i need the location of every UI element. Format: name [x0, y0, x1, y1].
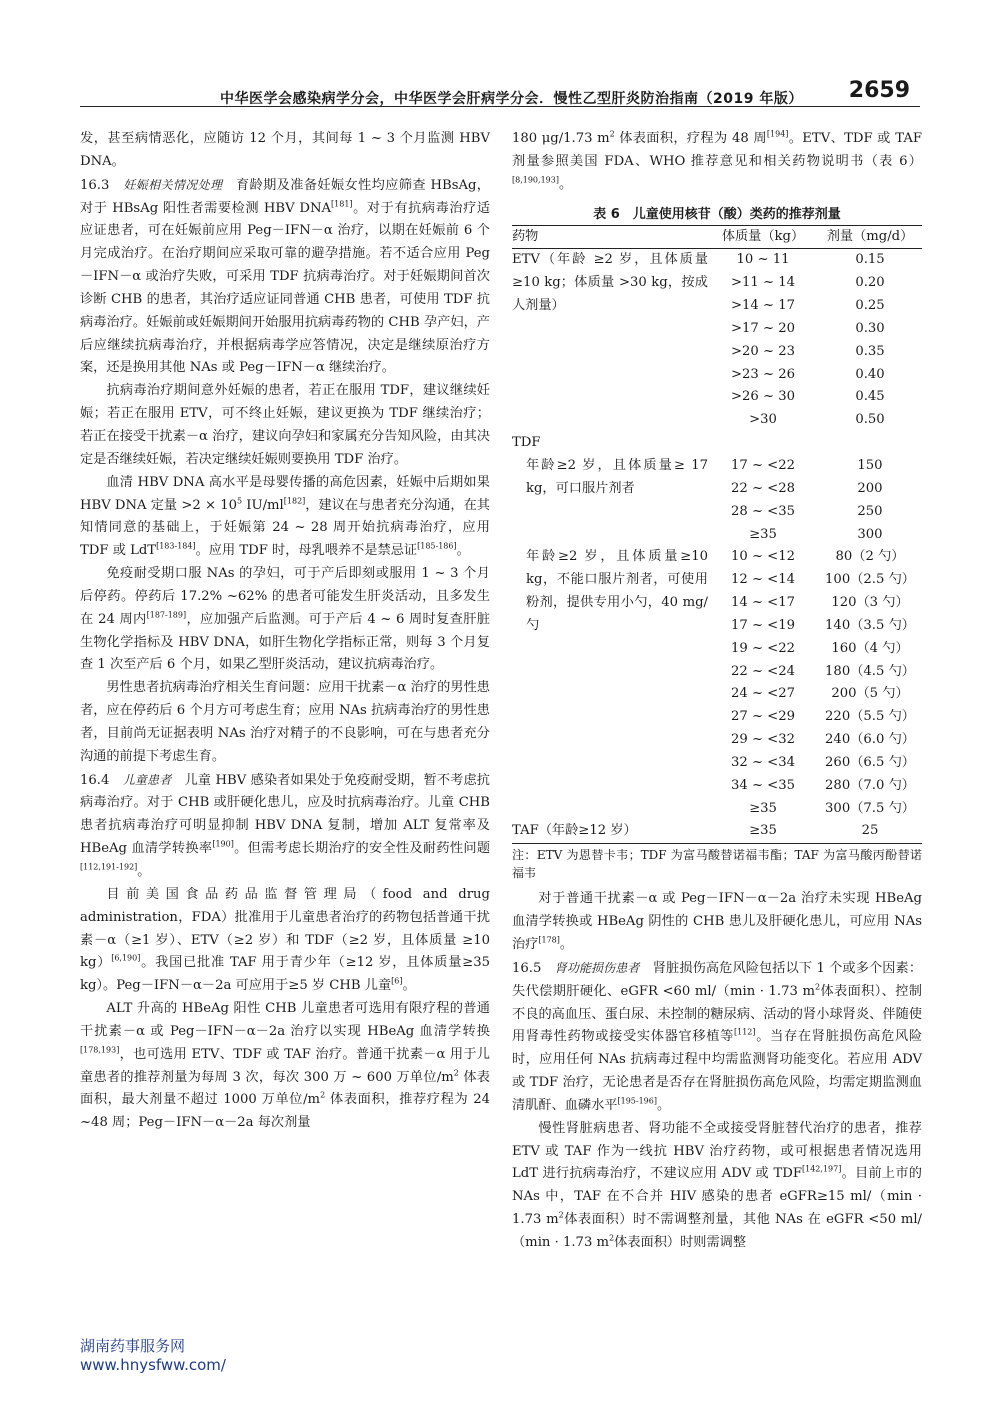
- dose-cell: 140（3.5 勺）: [825, 617, 915, 633]
- header-title: 中华医学会感染病学分会，中华医学会肝病学分会．慢性乙型肝炎防治指南（2019 年版）: [220, 91, 803, 107]
- tdf-powder-label: 年龄≥2 岁，且体质量≥10 kg，不能口服片剂者，可使用粉剂，提供专用小勺，40 mg/勺: [526, 549, 708, 633]
- site-name: 湖南药事服务网: [80, 1337, 186, 1355]
- dosage-table: [512, 205, 922, 883]
- paragraph: 免疫耐受期口服 NAs 的孕妇，可于产后即刻或服用 1 ~ 3 个月后停药。停药后 17.2% ~62% 的患者可能发生肝炎活动，且多发生在 24 周内[187-189]，应加强产后监测。可于产后 4 ~ 6 周时复查肝脏生物化学指标及 HBV DNA，如肝生物化学指标正常，则每 3 个月复查 1 次至产后 6 个月，如果乙型肝炎活动，建议抗病毒治疗。: [80, 566, 490, 673]
- table: [512, 225, 922, 845]
- weight-cell: ≥35: [749, 823, 777, 839]
- weight-cell: >11 ~ 14: [730, 275, 796, 291]
- paragraph: ALT 升高的 HBeAg 阳性 CHB 儿童患者可选用有限疗程的普通干扰素－α 或 Peg－IFN－α－2a 治疗以实现 HBeAg 血清学转换[178,193]，也可选用 ETV、TDF 或 TAF 治疗。普通干扰素－α 用于儿童患者的推荐剂量为每周 3 次，每次 300 万 ~ 600 万单位$/m^2$ 体表面积，最大剂量不超过 1000 万单位$/m^2$ 体表面积，推荐疗程为 24 ~48 周；Peg－IFN－α－2a 每次剂量: [80, 1001, 490, 1131]
- dose-cell: 0.25: [855, 298, 885, 314]
- dose-cell: 250: [857, 503, 883, 519]
- weight-cell: 17 ~ <19: [730, 617, 796, 633]
- table-note: 注：ETV 为恩替卡韦；TDF 为富马酸替诺福韦酯；TAF 为富马酸丙酚替诺福韦: [512, 848, 922, 881]
- section-heading: 儿童患者: [122, 772, 172, 787]
- paragraph: 180 μg/1.73 $m^2$ 体表面积，疗程为 48 周[194]。ETV、TDF 或 TAF 剂量参照美国 FDA、WHO 推荐意见和相关药物说明书（表 6）[8,190,193]。: [512, 129, 922, 192]
- dose-cell: 100（2.5 勺）: [825, 572, 915, 588]
- weight-cell: >17 ~ 20: [730, 320, 796, 336]
- paragraph: 目前美国食品药品监督管理局（food and drug administration，FDA）批准用于儿童患者治疗的药物包括普通干扰素－α（≥1 岁）、ETV（≥2 岁）和 TDF（≥2 岁，且体质量 ≥10 kg）[6,190]。我国已批准 TAF 用于青少年（≥12 岁，且体质量≥35 kg）。Peg－IFN－α－2a 可应用于≥5 岁 CHB 儿童[6]。: [80, 886, 491, 994]
- section-number: 16.3: [80, 177, 110, 193]
- dose-cell: 0.40: [855, 366, 885, 382]
- weight-cell: >20 ~ 23: [730, 343, 796, 359]
- section-number: 16.5: [512, 960, 542, 976]
- section-16-4: 16.4 儿童患者 儿童 HBV 感染者如果处于免疫耐受期，暂不考虑抗病毒治疗。对于 CHB 或肝硬化患儿，应及时抗病毒治疗。儿童 CHB 患者抗病毒治疗可明显抑制 HBV DNA 复制，增加 ALT 复常率及 HBeAg 血清学转换率[190]。但需考虑长期治疗的安全性及耐药性问题[112,191-192]。: [80, 772, 491, 879]
- drug-label-tdf: TDF: [512, 435, 541, 451]
- section-16-5: 16.5 肾功能损伤患者 肾脏损伤高危风险包括以下 1 个或多个因素：失代偿期肝硬化、eGFR <60 ml/（min · 1.73 $m^2$体表面积）、控制不良的高血压、蛋白尿、未控制的糖尿病、活动的肾小球肾炎、伴随使用肾毒性药物或接受实体器官移植等[112]。当存在肾脏损伤高危风险时，应用任何 NAs 抗病毒过程中均需监测肾功能变化。若应用 ADV 或 TDF 治疗，无论患者是否存在肾脏损伤高危风险，均需定期监测血清肌酐、血磷水平[195-196]。: [512, 960, 923, 1113]
- dose-cell: 80（2 勺）: [835, 549, 905, 565]
- paragraph: 男性患者抗病毒治疗相关生育问题：应用干扰素－α 治疗的男性患者，应在停药后 6 个月方可考虑生育；应用 NAs 抗病毒治疗的男性患者，目前尚无证据表明 NAs 治疗对精子的不良影响，可在与患者充分沟通的前提下考虑生育。: [80, 680, 490, 764]
- weight-cell: 22 ~ <28: [730, 480, 796, 496]
- dose-cell: 220（5.5 勺）: [825, 709, 915, 725]
- weight-cell: >23 ~ 26: [730, 366, 796, 382]
- weight-cell: 34 ~ <35: [730, 777, 796, 793]
- weight-cell: 14 ~ <17: [730, 595, 796, 611]
- weight-cell: 27 ~ <29: [730, 709, 796, 725]
- dose-cell: 120（3 勺）: [831, 595, 909, 611]
- watermark-footer: [80, 1337, 226, 1375]
- section-heading: 肾功能损伤患者: [554, 960, 640, 975]
- dose-cell: 0.15: [855, 252, 885, 268]
- paragraph: 对于普通干扰素－α 或 Peg－IFN－α－2a 治疗未实现 HBeAg 血清学转换或 HBeAg 阴性的 CHB 患儿及肝硬化患儿，可应用 NAs 治疗[178]。: [512, 891, 922, 952]
- weight-cell: 17 ~ <22: [730, 457, 796, 473]
- weight-cell: 19 ~ <22: [730, 640, 796, 656]
- weight-cell: ≥35: [749, 800, 777, 816]
- table-row: [512, 455, 922, 478]
- weight-cell: >26 ~ 30: [730, 389, 796, 405]
- citation: [6]: [391, 976, 403, 986]
- citation: [112,191-192]: [80, 862, 138, 872]
- dose-cell: 0.45: [855, 389, 885, 405]
- column-header: 药物: [512, 228, 539, 244]
- weight-cell: 28 ~ <35: [730, 503, 796, 519]
- section-number: 16.4: [80, 772, 110, 788]
- dose-cell: 240（6.0 勺）: [825, 732, 915, 748]
- dose-cell: 200: [857, 480, 883, 496]
- weight-cell: 22 ~ <24: [730, 663, 796, 679]
- dose-cell: 150: [857, 457, 883, 473]
- column-header: 剂量（mg/d）: [826, 228, 914, 244]
- dose-cell: 0.20: [855, 275, 885, 291]
- weight-cell: 10 ~ 11: [736, 252, 790, 268]
- right-column: [512, 128, 922, 1255]
- drug-label-etv: ETV（年龄 ≥2 岁，且体质量 ≥10 kg；体质量 >30 kg，按成人剂量）: [512, 252, 708, 314]
- dose-cell: 260（6.5 勺）: [825, 754, 915, 770]
- citation: [185-186]: [417, 541, 457, 551]
- weight-cell: ≥35: [749, 526, 777, 542]
- dose-cell: 300（7.5 勺）: [825, 800, 915, 816]
- paragraph: 发，甚至病情恶化，应随访 12 个月，其间每 1 ~ 3 个月监测 HBV DNA。: [80, 131, 490, 169]
- dose-cell: 0.30: [855, 320, 885, 336]
- citation: [187-189]: [146, 610, 187, 620]
- citation: [195-196]: [617, 1096, 657, 1106]
- section-heading: 妊娠相关情况处理: [123, 177, 223, 192]
- left-column: [80, 128, 490, 1135]
- table-caption: 表 6 儿童使用核苷（酸）类药的推荐剂量: [593, 206, 841, 222]
- drug-label-taf: TAF（年龄≥12 岁）: [512, 823, 637, 839]
- table-header-row: [512, 225, 922, 249]
- paragraph: 慢性肾脏病患者、肾功能不全或接受肾脏替代治疗的患者，推荐 ETV 或 TAF 作为一线抗 HBV 治疗药物，或可根据患者情况选用 LdT 进行抗病毒治疗，不建议应用 ADV 或 TDF[142,197]。目前上市的 NAs 中，TAF 在不合并 HIV 感染的患者 eGFR≥15 ml/（min · 1.73 $m^2$体表面积）时不需调整剂量，其他 NAs 在 eGFR <50 ml/（min · 1.73 $m^2$体表面积）时则需调整: [512, 1120, 922, 1250]
- citation: [181]: [331, 199, 353, 209]
- dose-cell: 300: [857, 526, 883, 542]
- dose-cell: 160（4 勺）: [831, 640, 909, 656]
- table-row: [512, 820, 922, 843]
- dose-cell: 200（5 勺）: [831, 686, 909, 702]
- section-16-3: 16.3 妊娠相关情况处理 育龄期及准备妊娠女性均应筛查 HBsAg，对于 HBsAg 阳性者需要检测 HBV DNA[181]。对于有抗病毒治疗适应证患者，可在妊娠前应用 Peg－IFN－α 治疗，以期在妊娠前 6 个月完成治疗。在治疗期间应采取可靠的避孕措施。若不适合应用 Peg－IFN－α 或治疗失败，可采用 TDF 抗病毒治疗。对于妊娠期间首次诊断 CHB 的患者，其治疗适应证同普通 CHB 患者，可使用 TDF 抗病毒治疗。妊娠前或妊娠期间开始服用抗病毒药物的 CHB 孕产妇，产后应继续抗病毒治疗，并根据病毒学应答情况，决定是继续原治疗方案，还是换用其他 NAs 或 Peg－IFN－α 继续治疗。: [80, 177, 491, 376]
- table-row: [512, 249, 922, 272]
- running-header: [80, 78, 920, 107]
- weight-cell: >30: [749, 412, 777, 428]
- column-header: 体质量（kg）: [721, 228, 805, 244]
- weight-cell: 24 ~ <27: [730, 686, 796, 702]
- citation: [178]: [538, 935, 560, 945]
- weight-cell: >14 ~ 17: [730, 298, 796, 314]
- table-row: [512, 546, 922, 569]
- dose-cell: 180（4.5 勺）: [825, 663, 915, 679]
- dose-cell: 0.50: [855, 412, 885, 428]
- citation: [112]: [734, 1027, 756, 1037]
- tdf-tablet-label: 年龄≥2 岁，且体质量≥ 17 kg，可口服片剂者: [526, 457, 708, 496]
- dose-cell: 0.35: [855, 343, 885, 359]
- page-number: 2659: [848, 78, 910, 103]
- citation: [178,193]: [80, 1045, 120, 1055]
- paragraph: 抗病毒治疗期间意外妊娠的患者，若正在服用 TDF，建议继续妊娠；若正在服用 ETV，可不终止妊娠，建议更换为 TDF 继续治疗；若正在接受干扰素－α 治疗，建议向孕妇和家属充分告知风险，由其决定是否继续妊娠，若决定继续妊娠则要换用 TDF 治疗。: [80, 383, 490, 467]
- weight-cell: 12 ~ <14: [730, 572, 796, 588]
- dose-cell: 280（7.0 勺）: [825, 777, 915, 793]
- paragraph: 血清 HBV DNA 高水平是母婴传播的高危因素，妊娠中后期如果 HBV DNA 定量 $>2 \times 10^5$ IU/ml[182]，建议在与患者充分沟通，在其知情同意的基础上，于妊娠第 24 ~ 28 周开始抗病毒治疗，应用 TDF 或 LdT[183-184]。应用 TDF 时，母乳喂养不是禁忌证[185-186]。: [80, 474, 490, 559]
- citation: [142,197]: [801, 1165, 842, 1175]
- weight-cell: 10 ~ <12: [730, 549, 796, 565]
- site-url[interactable]: www.hnysfww.com/: [80, 1356, 226, 1374]
- citation: [183-184]: [156, 541, 196, 551]
- citation: [182]: [283, 496, 306, 506]
- table-row: [512, 432, 922, 455]
- citation: [190]: [212, 839, 234, 849]
- weight-cell: 32 ~ <34: [730, 754, 796, 770]
- dose-cell: 25: [861, 823, 879, 839]
- citation: [8,190,193]: [512, 175, 559, 185]
- citation: [194]: [766, 129, 789, 139]
- weight-cell: 29 ~ <32: [730, 732, 796, 748]
- citation: [6,190]: [111, 953, 141, 963]
